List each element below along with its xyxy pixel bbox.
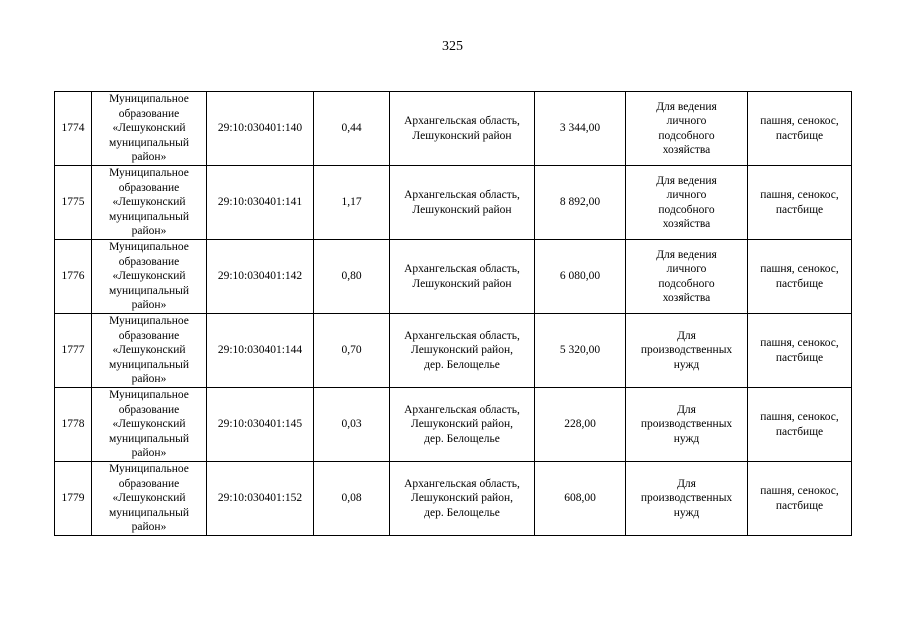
owner-line: муниципальный xyxy=(108,284,190,297)
purpose-line: производственных xyxy=(640,492,733,505)
cadastral-number-cell xyxy=(207,388,314,462)
page-number: 325 xyxy=(442,39,463,54)
value-text: 8 892,00 xyxy=(559,196,601,209)
purpose-line: Для xyxy=(677,477,696,490)
owner-line: муниципальный xyxy=(108,358,190,371)
area-cell xyxy=(314,388,390,462)
address-line: Лешуконский район, xyxy=(410,418,513,431)
purpose-line: нужд xyxy=(673,432,700,445)
address-line: Архангельская область, xyxy=(404,115,520,127)
value-text: 3 344,00 xyxy=(559,122,601,135)
row-index-text: 1775 xyxy=(61,196,85,209)
owner-cell xyxy=(92,240,207,314)
address-line: Архангельская область, xyxy=(404,263,520,275)
value-text: 5 320,00 xyxy=(559,344,601,357)
address-line: Архангельская область, xyxy=(404,189,520,201)
cadastral-number-cell xyxy=(207,166,314,240)
area-cell xyxy=(314,314,390,388)
land-use-line: пашня, сенокос, xyxy=(760,411,839,423)
area-text: 0,70 xyxy=(341,344,362,357)
owner-line: район» xyxy=(131,299,167,312)
address-line: Архангельская область, xyxy=(404,329,520,342)
value-cell xyxy=(535,166,626,240)
address-line: дер. Белощелье xyxy=(424,432,500,445)
value-text: 608,00 xyxy=(564,492,596,505)
address-cell xyxy=(390,166,535,240)
land-plots-table xyxy=(54,91,852,536)
owner-line: образование xyxy=(118,181,180,194)
cadastral-number-text: 29:10:030401:145 xyxy=(217,418,303,431)
area-text: 0,80 xyxy=(341,270,362,283)
value-text: 228,00 xyxy=(564,418,596,431)
owner-line: «Лешуконский xyxy=(112,270,186,283)
table-row xyxy=(55,314,852,388)
cadastral-number-cell xyxy=(207,240,314,314)
purpose-cell xyxy=(626,388,748,462)
owner-line: Муниципальное xyxy=(109,463,189,476)
address-line: Лешуконский район xyxy=(412,203,512,216)
purpose-line: нужд xyxy=(673,506,700,519)
cadastral-number-cell xyxy=(207,92,314,166)
address-cell xyxy=(390,388,535,462)
owner-line: муниципальный xyxy=(108,506,190,519)
cadastral-number-cell xyxy=(207,462,314,536)
purpose-line: Для ведения xyxy=(656,174,717,187)
row-index-text: 1774 xyxy=(61,122,85,135)
cadastral-number-text: 29:10:030401:141 xyxy=(217,196,303,209)
owner-line: образование xyxy=(118,107,180,120)
owner-line: район» xyxy=(131,447,167,460)
purpose-cell xyxy=(626,240,748,314)
owner-cell xyxy=(92,166,207,240)
owner-line: «Лешуконский xyxy=(112,418,186,431)
cadastral-number-text: 29:10:030401:152 xyxy=(217,492,303,505)
owner-line: Муниципальное xyxy=(109,315,189,328)
row-index-cell xyxy=(55,92,92,166)
land-use-line: пастбище xyxy=(775,277,824,290)
table-row xyxy=(55,462,852,536)
cadastral-number-text: 29:10:030401:140 xyxy=(217,122,303,135)
row-index-text: 1776 xyxy=(61,270,85,283)
purpose-cell xyxy=(626,166,748,240)
cadastral-number-text: 29:10:030401:142 xyxy=(217,270,303,283)
purpose-line: хозяйства xyxy=(662,144,711,156)
land-use-line: пастбище xyxy=(775,129,824,142)
purpose-line: подсобного xyxy=(658,203,715,216)
row-index-cell xyxy=(55,388,92,462)
area-cell xyxy=(314,166,390,240)
purpose-line: нужд xyxy=(673,358,700,371)
land-use-line: пастбище xyxy=(775,351,824,364)
purpose-line: личного xyxy=(666,115,707,127)
purpose-line: Для ведения xyxy=(656,100,717,113)
land-use-line: пашня, сенокос, xyxy=(760,263,839,275)
owner-cell xyxy=(92,462,207,536)
land-use-cell xyxy=(748,462,852,536)
area-text: 1,17 xyxy=(341,196,362,209)
address-line: дер. Белощелье xyxy=(424,358,500,371)
address-line: Архангельская область, xyxy=(404,477,520,490)
address-line: Лешуконский район xyxy=(412,129,512,142)
owner-line: Муниципальное xyxy=(109,167,189,180)
area-cell xyxy=(314,240,390,314)
table-row xyxy=(55,92,852,166)
purpose-line: Для xyxy=(677,403,696,416)
row-index-text: 1779 xyxy=(61,492,85,505)
purpose-cell xyxy=(626,314,748,388)
owner-line: «Лешуконский xyxy=(112,196,186,209)
table-row xyxy=(55,240,852,314)
land-use-cell xyxy=(748,314,852,388)
area-text: 0,03 xyxy=(341,418,362,431)
owner-line: «Лешуконский xyxy=(112,344,186,357)
address-cell xyxy=(390,240,535,314)
purpose-line: личного xyxy=(666,263,707,275)
table-row xyxy=(55,166,852,240)
cadastral-number-text: 29:10:030401:144 xyxy=(217,344,303,357)
row-index-cell xyxy=(55,240,92,314)
address-line: Лешуконский район, xyxy=(410,344,513,357)
address-cell xyxy=(390,462,535,536)
address-line: Архангельская область, xyxy=(404,403,520,416)
land-use-line: пашня, сенокос, xyxy=(760,485,839,497)
purpose-line: хозяйства xyxy=(662,292,711,304)
table-body xyxy=(55,92,852,536)
value-cell xyxy=(535,462,626,536)
land-use-line: пашня, сенокос, xyxy=(760,189,839,201)
purpose-line: хозяйства xyxy=(662,218,711,230)
value-cell xyxy=(535,314,626,388)
owner-line: образование xyxy=(118,403,180,416)
owner-line: район» xyxy=(131,521,167,534)
purpose-line: Для ведения xyxy=(656,248,717,261)
row-index-cell xyxy=(55,166,92,240)
owner-cell xyxy=(92,388,207,462)
owner-line: Муниципальное xyxy=(109,241,189,254)
land-use-cell xyxy=(748,388,852,462)
purpose-line: производственных xyxy=(640,344,733,357)
area-cell xyxy=(314,92,390,166)
table-row xyxy=(55,388,852,462)
address-cell xyxy=(390,314,535,388)
owner-line: Муниципальное xyxy=(109,93,189,106)
area-text: 0,44 xyxy=(341,122,362,135)
row-index-text: 1778 xyxy=(61,418,85,431)
land-use-cell xyxy=(748,240,852,314)
owner-line: муниципальный xyxy=(108,136,190,149)
purpose-line: личного xyxy=(666,189,707,201)
row-index-text: 1777 xyxy=(61,344,85,357)
row-index-cell xyxy=(55,314,92,388)
cadastral-number-cell xyxy=(207,314,314,388)
owner-line: район» xyxy=(131,151,167,164)
address-line: Лешуконский район, xyxy=(410,492,513,505)
purpose-line: подсобного xyxy=(658,129,715,142)
owner-line: образование xyxy=(118,477,180,490)
land-use-cell xyxy=(748,166,852,240)
value-cell xyxy=(535,92,626,166)
purpose-line: Для xyxy=(677,329,696,342)
purpose-cell xyxy=(626,462,748,536)
owner-line: муниципальный xyxy=(108,210,190,223)
owner-cell xyxy=(92,314,207,388)
area-cell xyxy=(314,462,390,536)
land-use-line: пастбище xyxy=(775,499,824,512)
address-cell xyxy=(390,92,535,166)
owner-cell xyxy=(92,92,207,166)
land-use-line: пастбище xyxy=(775,425,824,438)
land-use-line: пашня, сенокос, xyxy=(760,337,839,349)
owner-line: образование xyxy=(118,255,180,268)
area-text: 0,08 xyxy=(341,492,362,505)
row-index-cell xyxy=(55,462,92,536)
value-cell xyxy=(535,388,626,462)
owner-line: «Лешуконский xyxy=(112,122,186,135)
value-text: 6 080,00 xyxy=(559,270,601,283)
purpose-line: подсобного xyxy=(658,277,715,290)
land-use-cell xyxy=(748,92,852,166)
purpose-cell xyxy=(626,92,748,166)
owner-line: муниципальный xyxy=(108,432,190,445)
value-cell xyxy=(535,240,626,314)
address-line: дер. Белощелье xyxy=(424,506,500,519)
owner-line: «Лешуконский xyxy=(112,492,186,505)
owner-line: образование xyxy=(118,329,180,342)
purpose-line: производственных xyxy=(640,418,733,431)
land-use-line: пастбище xyxy=(775,203,824,216)
land-use-line: пашня, сенокос, xyxy=(760,115,839,127)
owner-line: район» xyxy=(131,225,167,238)
owner-line: район» xyxy=(131,373,167,386)
owner-line: Муниципальное xyxy=(109,389,189,402)
address-line: Лешуконский район xyxy=(412,277,512,290)
